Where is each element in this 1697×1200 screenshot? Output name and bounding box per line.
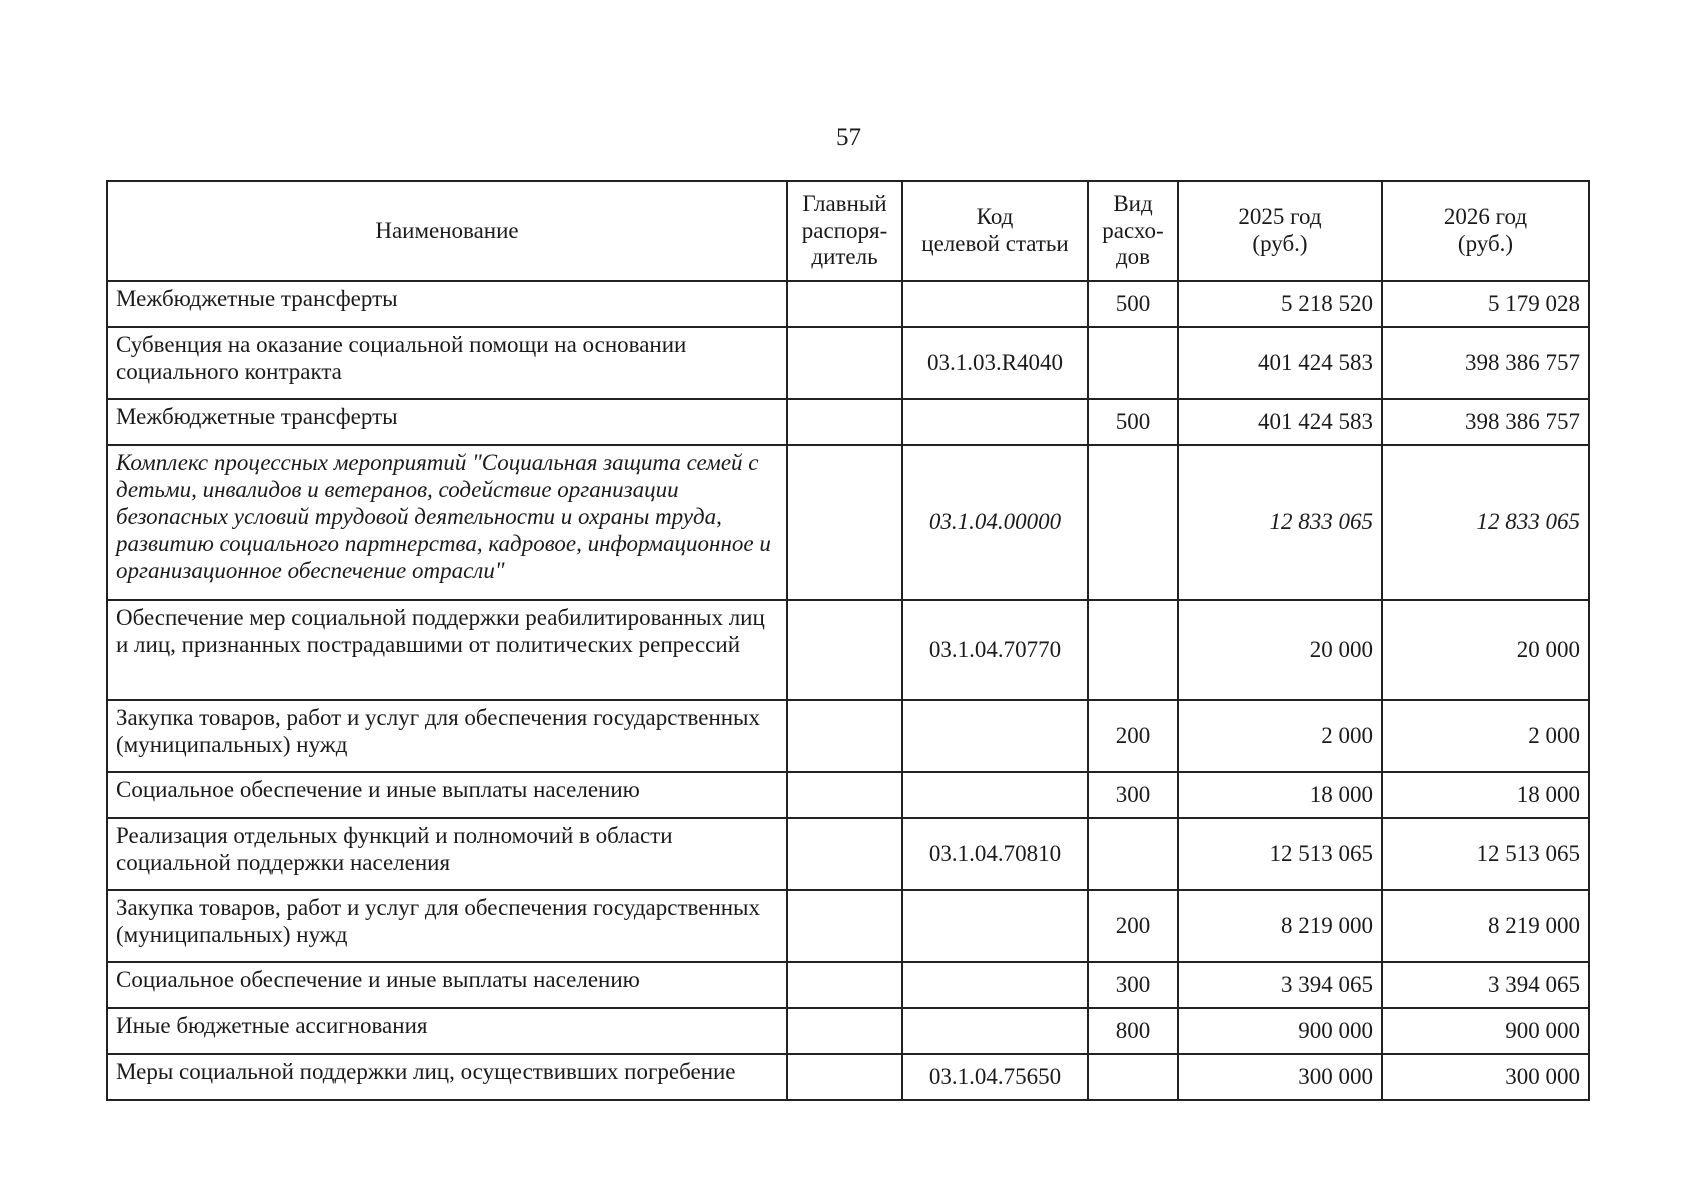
table-row	[107, 281, 1589, 327]
row-2026: 398 386 757	[1382, 399, 1589, 445]
row-2025: 401 424 583	[1178, 399, 1382, 445]
row-code	[902, 399, 1088, 445]
row-code: 03.1.04.70810	[902, 818, 1088, 890]
row-manager	[787, 445, 902, 600]
row-manager	[787, 890, 902, 962]
row-2025: 12 513 065	[1178, 818, 1382, 890]
row-name: Закупка товаров, работ и услуг для обеспечения государственных (муниципальных) нужд	[107, 890, 787, 962]
row-manager	[787, 399, 902, 445]
row-2026: 5 179 028	[1382, 281, 1589, 327]
row-2026: 3 394 065	[1382, 962, 1589, 1008]
page-number: 57	[836, 124, 861, 151]
row-2025: 18 000	[1178, 772, 1382, 818]
row-2025: 20 000	[1178, 600, 1382, 700]
header-2026	[1382, 181, 1589, 281]
header-type	[1088, 181, 1178, 281]
row-name: Субвенция на оказание социальной помощи на основании социального контракта	[107, 327, 787, 399]
row-type	[1088, 818, 1178, 890]
header-manager-line: Главный	[802, 190, 887, 216]
header-2026-line: 2026 год	[1443, 204, 1528, 230]
row-type	[1088, 600, 1178, 700]
row-code	[902, 281, 1088, 327]
table-row	[107, 772, 1589, 818]
header-type-line: расхо-	[1102, 217, 1164, 243]
header-manager	[787, 181, 902, 281]
row-manager	[787, 1054, 902, 1100]
row-name: Обеспечение мер социальной поддержки реабилитированных лиц и лиц, признанных пострадавшими от политических репрессий	[107, 600, 787, 700]
row-manager	[787, 1008, 902, 1054]
row-name: Закупка товаров, работ и услуг для обеспечения государственных (муниципальных) нужд	[107, 700, 787, 772]
row-2026: 398 386 757	[1382, 327, 1589, 399]
table-header-row	[107, 181, 1589, 281]
row-type: 200	[1088, 890, 1178, 962]
row-type	[1088, 327, 1178, 399]
header-manager-line: распоря-	[801, 217, 888, 243]
row-type: 300	[1088, 772, 1178, 818]
row-type: 500	[1088, 399, 1178, 445]
row-code: 03.1.04.75650	[902, 1054, 1088, 1100]
row-type	[1088, 1054, 1178, 1100]
row-code	[902, 962, 1088, 1008]
row-manager	[787, 962, 902, 1008]
header-name: Наименование	[107, 181, 787, 281]
row-2025: 8 219 000	[1178, 890, 1382, 962]
row-manager	[787, 818, 902, 890]
row-2026: 900 000	[1382, 1008, 1589, 1054]
row-code: 03.1.04.70770	[902, 600, 1088, 700]
header-2025-line: (руб.)	[1252, 231, 1308, 256]
row-2025: 12 833 065	[1178, 445, 1382, 600]
row-code	[902, 1008, 1088, 1054]
table-row	[107, 818, 1589, 890]
row-type: 800	[1088, 1008, 1178, 1054]
header-type-line: Вид	[1113, 190, 1153, 216]
row-2025: 5 218 520	[1178, 281, 1382, 327]
row-2025: 2 000	[1178, 700, 1382, 772]
row-name: Межбюджетные трансферты	[107, 399, 787, 445]
row-2026: 12 833 065	[1382, 445, 1589, 600]
header-2025	[1178, 181, 1382, 281]
header-2026-line: (руб.)	[1457, 231, 1514, 256]
row-2026: 12 513 065	[1382, 818, 1589, 890]
row-name: Социальное обеспечение и иные выплаты населению	[107, 772, 787, 818]
row-manager	[787, 281, 902, 327]
row-2025: 300 000	[1178, 1054, 1382, 1100]
row-code: 03.1.03.R4040	[902, 327, 1088, 399]
row-manager	[787, 327, 902, 399]
row-code	[902, 700, 1088, 772]
row-name: Иные бюджетные ассигнования	[107, 1008, 787, 1054]
table-row	[107, 962, 1589, 1008]
row-2025: 3 394 065	[1178, 962, 1382, 1008]
row-manager	[787, 772, 902, 818]
row-manager	[787, 600, 902, 700]
row-type	[1088, 445, 1178, 600]
row-2026: 8 219 000	[1382, 890, 1589, 962]
row-2026: 2 000	[1382, 700, 1589, 772]
table-row	[107, 600, 1589, 700]
row-type: 500	[1088, 281, 1178, 327]
row-name: Меры социальной поддержки лиц, осуществивших погребение	[107, 1054, 787, 1100]
header-code-line: целевой статьи	[921, 231, 1069, 256]
table-row	[107, 700, 1589, 772]
budget-table	[106, 180, 1590, 1101]
row-name: Межбюджетные трансферты	[107, 281, 787, 327]
row-code: 03.1.04.00000	[902, 445, 1088, 600]
row-code	[902, 772, 1088, 818]
row-name: Реализация отдельных функций и полномочий в области социальной поддержки населения	[107, 818, 787, 890]
table-row	[107, 1008, 1589, 1054]
row-type: 200	[1088, 700, 1178, 772]
table-row	[107, 1054, 1589, 1100]
header-code-line: Код	[976, 204, 1014, 230]
table-row	[107, 445, 1589, 600]
row-2025: 401 424 583	[1178, 327, 1382, 399]
header-manager-line: дитель	[811, 244, 878, 270]
row-name: Комплекс процессных мероприятий "Социальная защита семей с детьми, инвалидов и ветеранов, содействие организации безопасных условий трудовой деятельности и охраны труда, развитию социального партнерства, кадровое, информационное и организационное обеспечение отрасли"	[107, 445, 787, 600]
table-row	[107, 399, 1589, 445]
header-code	[902, 181, 1088, 281]
table-row	[107, 890, 1589, 962]
row-2026: 18 000	[1382, 772, 1589, 818]
header-type-line: дов	[1115, 244, 1151, 270]
row-2025: 900 000	[1178, 1008, 1382, 1054]
row-code	[902, 890, 1088, 962]
row-2026: 300 000	[1382, 1054, 1589, 1100]
row-name: Социальное обеспечение и иные выплаты населению	[107, 962, 787, 1008]
row-manager	[787, 700, 902, 772]
row-type: 300	[1088, 962, 1178, 1008]
header-2025-line: 2025 год	[1238, 204, 1322, 230]
row-2026: 20 000	[1382, 600, 1589, 700]
table-row	[107, 327, 1589, 399]
